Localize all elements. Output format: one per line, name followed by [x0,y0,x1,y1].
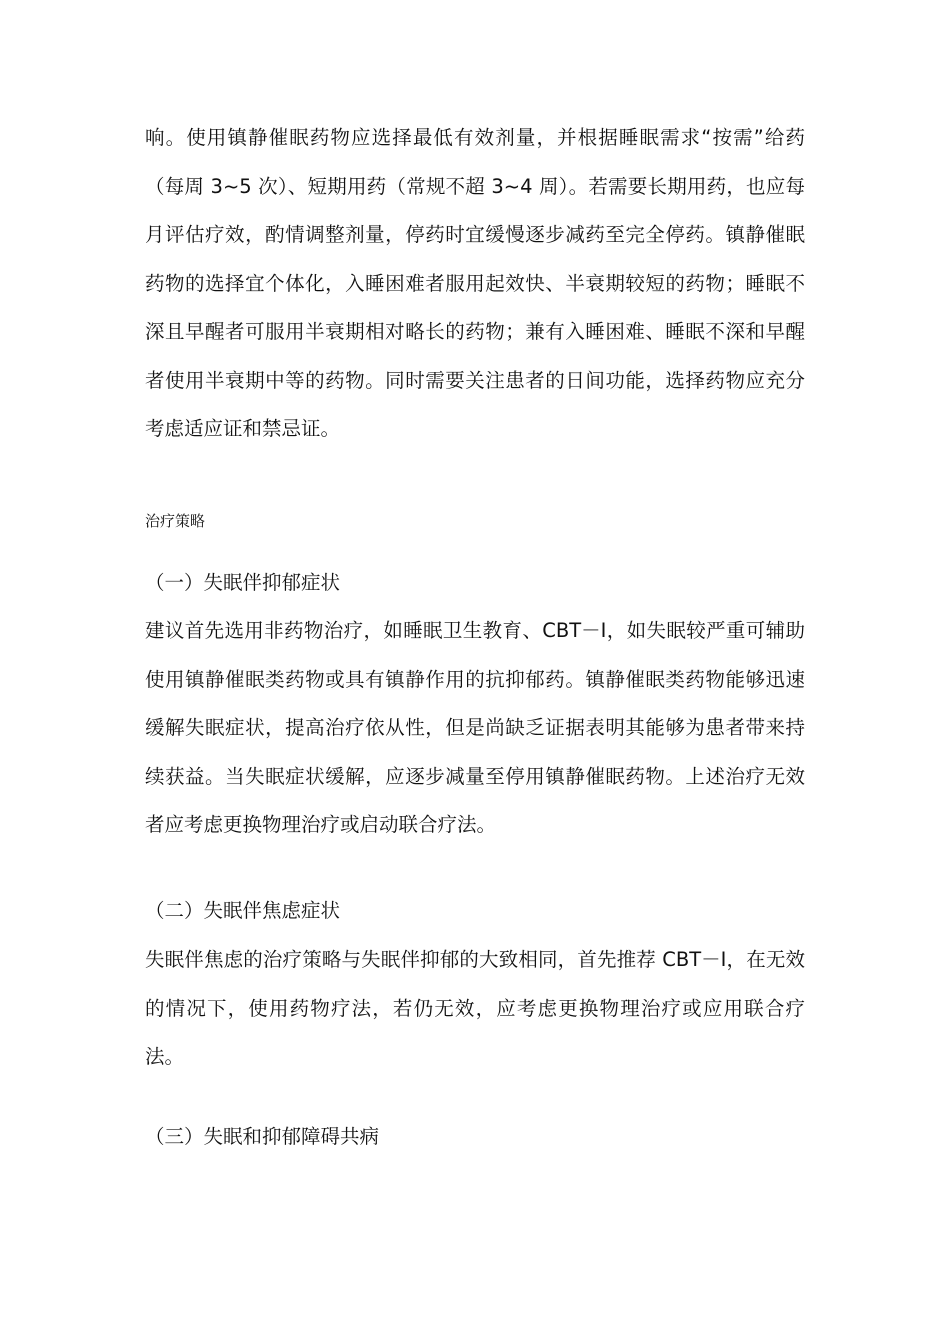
subsection-title-depression: （一）失眠伴抑郁症状 [145,571,341,594]
section-heading: 治疗策略 [145,512,206,530]
subsection-title-comorbidity: （三）失眠和抑郁障碍共病 [145,1125,380,1148]
body-paragraph-anxiety: 失眠伴焦虑的治疗策略与失眠伴抑郁的大致相同，首先推荐 CBT－I，在无效的情况下，使用药物疗法，若仍无效，应考虑更换物理治疗或应用联合疗法。 [145,948,805,1068]
body-paragraph-depression: 建议首先选用非药物治疗，如睡眠卫生教育、CBT－I，如失眠较严重可辅助使用镇静催眠类药物或具有镇静作用的抗抑郁药。镇静催眠类药物能够迅速缓解失眠症状，提高治疗依从性，但是尚缺乏证据表明其能够为患者带来持续获益。当失眠症状缓解，应逐步减量至停用镇静催眠药物。上述治疗无效者应考虑更换物理治疗或启动联合疗法。 [145,619,805,836]
subsection-title-anxiety: （二）失眠伴焦虑症状 [145,899,341,922]
body-paragraph: 响。使用镇静催眠药物应选择最低有效剂量，并根据睡眠需求“按需”给药（每周 3~5 次）、短期用药（常规不超 3~4 周）。若需要长期用药，也应每月评估疗效，酌情调整剂量，停药时宜缓慢逐步减药至完全停药。镇静催眠药物的选择宜个体化，入睡困难者服用起效快、半衰期较短的药物；睡眠不深且早醒者可服用半衰期相对略长的药物；兼有入睡困难、睡眠不深和早醒者使用半衰期中等的药物。同时需要关注患者的日间功能，选择药物应充分考虑适应证和禁忌证。 [145,126,805,440]
